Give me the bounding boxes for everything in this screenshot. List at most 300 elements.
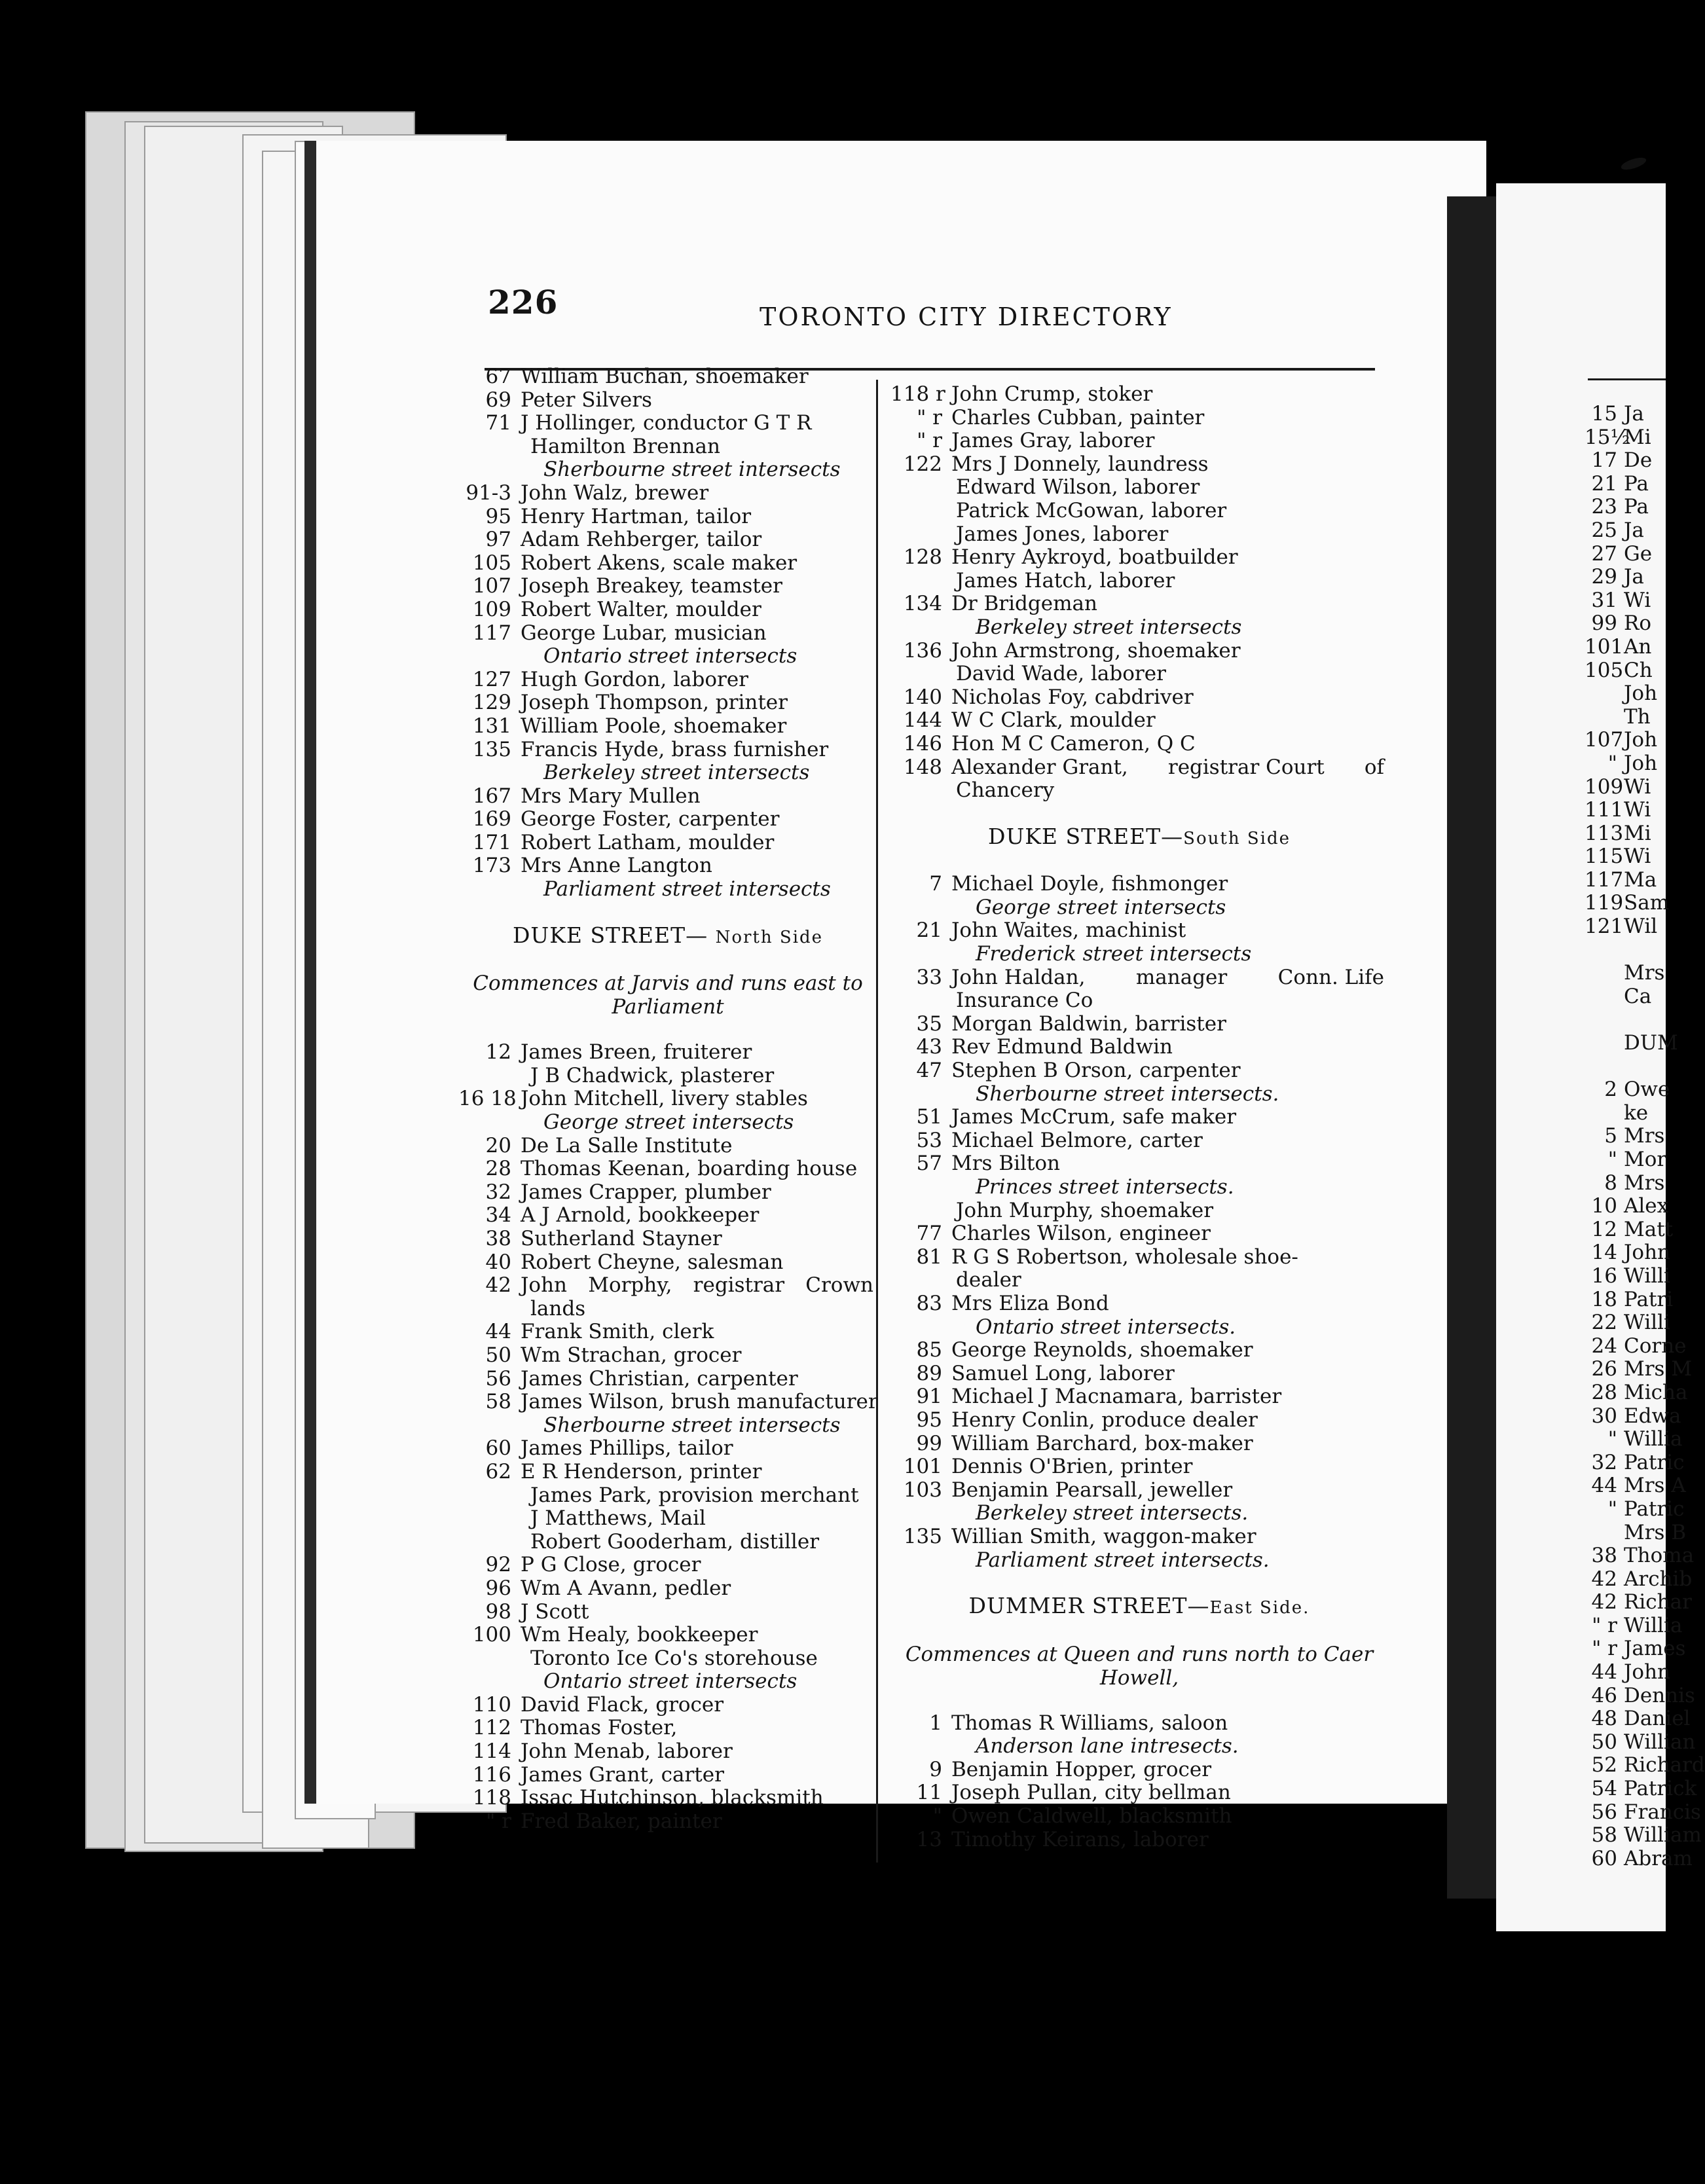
directory-entry (458, 715, 877, 738)
resident-name-fragment: Richar (1624, 1590, 1692, 1614)
house-number: 131 (472, 714, 511, 738)
resident-name: James Grant, carter (521, 1762, 724, 1787)
resident-name: Robert Akens, scale maker (521, 551, 798, 575)
facing-entry (1585, 403, 1666, 426)
entry-continuation: David Wade, laborer (956, 662, 1166, 686)
resident-name-fragment: Mi (1624, 821, 1651, 845)
facing-entry (1585, 449, 1666, 473)
facing-entry (1585, 1544, 1695, 1568)
resident-name: P G Close, grocer (521, 1553, 701, 1577)
directory-entry (458, 365, 877, 389)
entry-word: registrar Court (1167, 755, 1325, 779)
house-number: 21 (916, 919, 942, 943)
facing-entry (1585, 636, 1666, 659)
house-number: 16 (1591, 1264, 1617, 1288)
house-number: " (932, 1804, 942, 1829)
house-number: 52 (1591, 1753, 1617, 1777)
house-number: 32 (1591, 1450, 1617, 1474)
entry-word: Alexander Grant, (951, 755, 1128, 779)
directory-entry (458, 552, 877, 575)
entry-word: John (521, 1273, 568, 1298)
facing-entry (1585, 752, 1666, 776)
house-number: 15 (1591, 402, 1617, 426)
resident-name: Stephen B Orson, carpenter (951, 1059, 1241, 1083)
resident-name: W C Clark, moulder (951, 708, 1156, 733)
resident-name-fragment: Mrs B (1624, 1520, 1687, 1544)
resident-name-fragment: Wi (1624, 845, 1651, 869)
house-number: 127 (472, 667, 511, 691)
resident-name: Owen Caldwell, blacksmith (951, 1804, 1232, 1829)
spacer (458, 949, 877, 972)
house-number: 105 (1585, 658, 1624, 682)
resident-name-fragment: Willian (1624, 1730, 1696, 1754)
intersection-note: Ontario street intersects. (976, 1315, 1236, 1339)
directory-entry (890, 640, 1388, 663)
entry-continuation: James Hatch, laborer (956, 568, 1175, 592)
resident-name-fragment: Wil (1624, 915, 1658, 939)
resident-name: William Buchan, shoemaker (521, 365, 809, 388)
resident-name: Robert Cheyne, salesman (521, 1250, 784, 1274)
directory-entry (458, 1320, 877, 1344)
directory-entry (458, 1461, 877, 1484)
house-number: 23 (1591, 495, 1617, 519)
house-number: 54 (1591, 1777, 1617, 1801)
house-number: 10 (1591, 1194, 1617, 1218)
intersection-note: Princes street intersects. (976, 1175, 1234, 1199)
directory-entry (890, 1805, 1388, 1829)
house-number: 134 (903, 592, 942, 616)
house-number: 12 (1591, 1217, 1617, 1241)
house-number: 15½ (1585, 425, 1630, 449)
facing-entry (1585, 985, 1666, 1009)
entry-word: John Haldan, (951, 965, 1086, 989)
house-number: 7 (929, 872, 942, 896)
resident-name: Wm Strachan, grocer (521, 1343, 742, 1367)
resident-name-fragment: Daniel (1624, 1707, 1691, 1731)
house-number: 28 (485, 1157, 511, 1181)
directory-entry (458, 738, 877, 762)
street-heading (890, 825, 1388, 851)
directory-entry (458, 831, 877, 855)
house-number: 122 (903, 452, 942, 476)
house-number: " r (917, 405, 942, 429)
resident-name-fragment: Willi (1624, 1311, 1670, 1335)
facing-entry (1585, 1567, 1693, 1592)
resident-name (951, 966, 1388, 990)
facing-entry (1585, 1055, 1666, 1079)
resident-name: George Reynolds, shoemaker (951, 1338, 1253, 1362)
resident-name: Francis Hyde, brass furnisher (521, 737, 829, 761)
facing-entry (1585, 891, 1670, 915)
directory-entry (458, 575, 877, 598)
resident-name: David Flack, grocer (521, 1692, 724, 1717)
directory-entry (890, 383, 1388, 407)
house-number: 117 (1585, 867, 1624, 892)
house-number: 2 (1604, 1078, 1617, 1102)
resident-name: Fred Baker, painter (521, 1809, 722, 1833)
resident-name: John Walz, brewer (521, 481, 709, 505)
house-number: 27 (1591, 541, 1617, 566)
house-number: 99 (1591, 611, 1617, 636)
directory-entry (458, 1577, 877, 1601)
facing-entry (1585, 1800, 1701, 1825)
resident-name: Mrs J Donnely, laundress (951, 452, 1209, 476)
house-number: 42 (1591, 1590, 1617, 1614)
house-number: 107 (472, 574, 511, 598)
left-column (458, 365, 877, 1833)
resident-name: J Scott (521, 1599, 589, 1624)
book-gutter (1447, 196, 1499, 1899)
house-number: " (1607, 1497, 1617, 1521)
facing-entry (1585, 1334, 1687, 1358)
intersection-note: Berkeley street intersects (543, 761, 810, 785)
facing-entry (1585, 1217, 1674, 1242)
house-number: 171 (472, 830, 511, 854)
street-side: East Side. (1209, 1598, 1310, 1618)
entry-word: manager (1135, 965, 1228, 989)
house-number: 96 (485, 1576, 511, 1600)
house-number: 117 (472, 621, 511, 645)
resident-name-fragment: Archib (1624, 1567, 1693, 1591)
directory-entry (890, 1432, 1388, 1456)
running-head: TORONTO CITY DIRECTORY (760, 302, 1173, 331)
facing-entry (1585, 1287, 1674, 1312)
resident-name-fragment: Mrs (1624, 1171, 1665, 1195)
directory-entry (890, 546, 1388, 570)
resident-name: Dr Bridgeman (951, 592, 1097, 616)
intersection-note: Berkeley street intersects. (976, 1501, 1249, 1525)
facing-entry (1585, 1683, 1695, 1708)
intersection-note: Sherbourne street intersects. (976, 1082, 1279, 1106)
house-number: 89 (916, 1361, 942, 1385)
entry-continuation: James Park, provision merchant (530, 1483, 859, 1507)
directory-entry (458, 1601, 877, 1624)
facing-entry (1585, 1660, 1671, 1684)
entry-word: Morphy, (588, 1273, 672, 1298)
facing-entry (1585, 1008, 1666, 1032)
facing-entry (1585, 1427, 1683, 1451)
entry-continuation: Robert Gooderham, distiller (530, 1529, 820, 1554)
street-description: Commences at Jarvis and runs east to Parliament (473, 972, 863, 1019)
house-number: 81 (916, 1245, 942, 1269)
spacer (458, 901, 877, 924)
facing-entry (1585, 1450, 1685, 1475)
resident-name-fragment: Micha (1624, 1380, 1688, 1404)
facing-entry (1585, 1078, 1670, 1102)
resident-name: James Breen, fruiterer (521, 1040, 752, 1065)
intersection-note: George street intersects (976, 895, 1226, 919)
directory-entry (458, 1157, 877, 1181)
directory-entry (458, 1228, 877, 1251)
facing-entry (1585, 1707, 1691, 1731)
scan-speck (1620, 155, 1647, 172)
house-number: 42 (485, 1273, 511, 1298)
house-number: 128 (903, 545, 942, 570)
house-number: 46 (1591, 1683, 1617, 1707)
resident-name-fragment: Patric (1624, 1497, 1685, 1521)
spacer (890, 1572, 1388, 1594)
resident-name: Charles Cubban, painter (951, 405, 1205, 429)
house-number: 62 (485, 1459, 511, 1483)
directory-entry (890, 919, 1388, 943)
resident-name-fragment: Dennis (1624, 1683, 1695, 1707)
house-number: " (1607, 1148, 1617, 1171)
facing-entry (1585, 1474, 1686, 1498)
facing-entry (1585, 1590, 1692, 1614)
street-heading (458, 924, 877, 950)
resident-name-fragment: Thoma (1624, 1544, 1695, 1568)
resident-name: William Barchard, box-maker (951, 1431, 1253, 1455)
facing-entry (1585, 939, 1666, 962)
entry-continuation: John Murphy, shoemaker (956, 1198, 1214, 1222)
directory-entry (458, 1624, 877, 1647)
resident-name-fragment: Ro (1624, 611, 1652, 636)
resident-name: Michael Belmore, carter (951, 1128, 1203, 1152)
directory-entry (458, 1087, 877, 1111)
resident-name-fragment: Patri (1624, 1287, 1674, 1311)
directory-entry (458, 1694, 877, 1717)
house-number: 28 (1591, 1380, 1617, 1404)
facing-entry (1585, 845, 1666, 869)
resident-name-fragment: Sam (1624, 891, 1670, 915)
resident-name: Henry Hartman, tailor (521, 504, 752, 528)
directory-entry (890, 1013, 1388, 1036)
resident-name-fragment: De (1624, 448, 1653, 473)
house-number: 100 (472, 1623, 511, 1647)
house-number: 60 (485, 1436, 511, 1461)
resident-name-fragment: Joh (1624, 728, 1658, 752)
house-number: 24 (1591, 1334, 1617, 1358)
intersection-note: Anderson lane intresects. (976, 1734, 1239, 1758)
directory-entry (458, 785, 877, 809)
resident-name-fragment: DUM (1624, 1031, 1678, 1055)
house-number (1585, 1102, 1624, 1125)
house-number: 98 (485, 1599, 511, 1624)
house-number: 83 (916, 1291, 942, 1315)
street-side: South Side (1183, 828, 1291, 848)
intersection-note: Ontario street intersects (543, 644, 798, 668)
house-number: 42 (1591, 1567, 1617, 1591)
entry-continuation: Patrick McGowan, laborer (956, 498, 1227, 522)
entry-continuation: Hamilton Brennan (530, 434, 721, 458)
street-name: DUKE STREET— (512, 922, 716, 948)
house-number: 91 (916, 1385, 942, 1409)
resident-name-fragment: Wi (1624, 774, 1651, 799)
facing-entry (1585, 1777, 1697, 1801)
right-column (890, 383, 1388, 1851)
directory-entry (458, 1368, 877, 1391)
house-number: " r (1592, 1637, 1617, 1661)
house-number: 67 (485, 365, 511, 388)
resident-name: Samuel Long, laborer (951, 1361, 1175, 1385)
directory-entry (458, 1554, 877, 1577)
house-number (1585, 985, 1624, 1009)
directory-entry (890, 1385, 1388, 1409)
directory-entry (458, 412, 877, 435)
house-number: 32 (485, 1180, 511, 1204)
house-number: 119 (1585, 891, 1624, 915)
resident-name-fragment: Patric (1624, 1450, 1685, 1474)
directory-entry (458, 1344, 877, 1368)
street-side: North Side (715, 927, 824, 947)
house-number: 35 (916, 1011, 942, 1036)
resident-name: Timothy Keirans, laborer (951, 1827, 1209, 1851)
resident-name-fragment: John (1624, 1241, 1671, 1265)
resident-name-fragment: Ch (1624, 658, 1653, 682)
resident-name-fragment: Mrs A (1624, 1474, 1686, 1498)
resident-name: Mrs Bilton (951, 1152, 1061, 1176)
resident-name: Hon M C Cameron, Q C (951, 731, 1196, 755)
intersection-note: Ontario street intersects (543, 1669, 798, 1694)
resident-name: James Crapper, plumber (521, 1180, 771, 1204)
resident-name: Benjamin Pearsall, jeweller (951, 1478, 1233, 1502)
resident-name: Morgan Baldwin, barrister (951, 1011, 1226, 1036)
house-number: 116 (472, 1762, 511, 1787)
resident-name-fragment: Ge (1624, 541, 1653, 566)
resident-name: Robert Latham, moulder (521, 830, 775, 854)
facing-entry (1585, 1125, 1666, 1148)
resident-name-fragment: Ca (1624, 984, 1652, 1008)
house-number: 111 (1585, 798, 1624, 822)
facing-entry (1585, 1520, 1687, 1545)
resident-name: James Phillips, tailor (521, 1436, 733, 1461)
directory-entry (890, 1246, 1388, 1269)
directory-entry (458, 808, 877, 831)
directory-entry (890, 966, 1388, 990)
facing-entry (1585, 682, 1666, 706)
facing-entry (1585, 1194, 1669, 1218)
directory-entry (890, 1455, 1388, 1479)
entry-continuation: dealer (956, 1268, 1021, 1292)
house-number: 56 (485, 1366, 511, 1391)
house-number: " r (917, 429, 942, 453)
intersection-note: Sherbourne street intersects (543, 1413, 841, 1437)
resident-name: George Foster, carpenter (521, 807, 780, 831)
resident-name: Charles Wilson, engineer (951, 1222, 1211, 1246)
house-number: 16 18 (458, 1087, 517, 1111)
house-number: 71 (485, 411, 511, 435)
directory-entry (890, 1409, 1388, 1432)
house-number: 26 (1591, 1357, 1617, 1381)
resident-name: A J Arnold, bookkeeper (521, 1203, 760, 1228)
house-number: 109 (1585, 774, 1624, 799)
directory-entry (458, 854, 877, 878)
facing-entry (1585, 1613, 1683, 1638)
resident-name: Michael Doyle, fishmonger (951, 872, 1228, 896)
house-number: 17 (1591, 448, 1617, 473)
house-number: 1 (929, 1711, 942, 1735)
facing-entry (1585, 566, 1666, 589)
resident-name: Mrs Eliza Bond (951, 1291, 1109, 1315)
entry-continuation: J Matthews, Mail (530, 1506, 706, 1531)
resident-name: William Poole, shoemaker (521, 714, 787, 738)
house-number: 101 (1585, 634, 1624, 659)
resident-name-fragment: Mi (1624, 425, 1651, 449)
resident-name-fragment: Wi (1624, 588, 1651, 612)
spacer (458, 1019, 877, 1041)
resident-name-fragment: Joh (1624, 682, 1658, 706)
house-number: 25 (1591, 518, 1617, 542)
resident-name-fragment: Francis (1624, 1800, 1701, 1824)
resident-name-fragment: Abram (1624, 1846, 1693, 1870)
house-number: 31 (1591, 588, 1617, 612)
facing-entry (1585, 496, 1666, 519)
resident-name: John Armstrong, shoemaker (951, 638, 1241, 663)
house-number (1585, 1521, 1624, 1545)
intersection-note: Sherbourne street intersects (543, 458, 841, 482)
house-number: 140 (903, 685, 942, 709)
intersection-note: Frederick street intersects (976, 942, 1252, 966)
facing-entry (1585, 519, 1666, 543)
resident-name-fragment: Richard (1624, 1753, 1705, 1777)
directory-entry (890, 873, 1388, 896)
facing-entry (1585, 799, 1666, 822)
house-number: " (1607, 1427, 1617, 1451)
resident-name: Henry Conlin, produce dealer (951, 1408, 1258, 1432)
facing-entry (1585, 962, 1666, 985)
directory-entry (458, 1041, 877, 1065)
facing-entry (1585, 1357, 1693, 1381)
house-number: 146 (903, 731, 942, 755)
entry-continuation: lands (530, 1296, 586, 1320)
resident-name: De La Salle Institute (521, 1133, 733, 1157)
house-number: 118 r (890, 382, 945, 406)
house-number: 56 (1591, 1800, 1617, 1824)
resident-name-fragment: Mrs (1624, 1124, 1665, 1148)
resident-name: Michael J Macnamara, barrister (951, 1385, 1282, 1409)
house-number: 43 (916, 1035, 942, 1059)
resident-name: J Hollinger, conductor G T R (521, 411, 812, 435)
house-number: 12 (485, 1040, 511, 1065)
resident-name-fragment: Willia (1624, 1613, 1683, 1637)
house-number: 167 (472, 784, 511, 808)
house-number: " r (1592, 1613, 1617, 1637)
resident-name-fragment: Joh (1624, 751, 1658, 775)
facing-entry (1585, 706, 1666, 729)
resident-name-fragment: Owe (1624, 1078, 1670, 1102)
house-number: 30 (1591, 1404, 1617, 1428)
facing-entry (1585, 822, 1666, 846)
resident-name: Sutherland Stayner (521, 1227, 722, 1250)
directory-entry (890, 686, 1388, 710)
house-number: 114 (472, 1739, 511, 1764)
facing-entry (1585, 1637, 1686, 1661)
resident-name: Nicholas Foy, cabdriver (951, 685, 1194, 709)
resident-name-fragment: Mor (1624, 1148, 1667, 1171)
directory-entry (458, 1391, 877, 1414)
facing-entry (1585, 1823, 1702, 1847)
facing-page-column (1585, 402, 1705, 1870)
street-name: DUKE STREET— (988, 823, 1184, 849)
resident-name: Thomas R Williams, saloon (951, 1711, 1228, 1735)
house-number: " (1607, 751, 1617, 775)
directory-entry (458, 528, 877, 552)
directory-entry (890, 1036, 1388, 1059)
directory-entry (890, 1222, 1388, 1246)
directory-entry (458, 1437, 877, 1461)
house-number: 135 (903, 1524, 942, 1548)
directory-entry (458, 1274, 877, 1298)
entry-word: Conn. Life (1277, 965, 1384, 989)
house-number: 8 (1604, 1171, 1617, 1195)
directory-entry (458, 668, 877, 692)
resident-name: James Wilson, brush manufacturer (521, 1390, 878, 1414)
house-number: 40 (485, 1250, 511, 1274)
directory-entry (890, 756, 1388, 780)
house-number: 101 (903, 1455, 942, 1479)
resident-name (521, 1274, 877, 1298)
house-number: 13 (916, 1827, 942, 1851)
